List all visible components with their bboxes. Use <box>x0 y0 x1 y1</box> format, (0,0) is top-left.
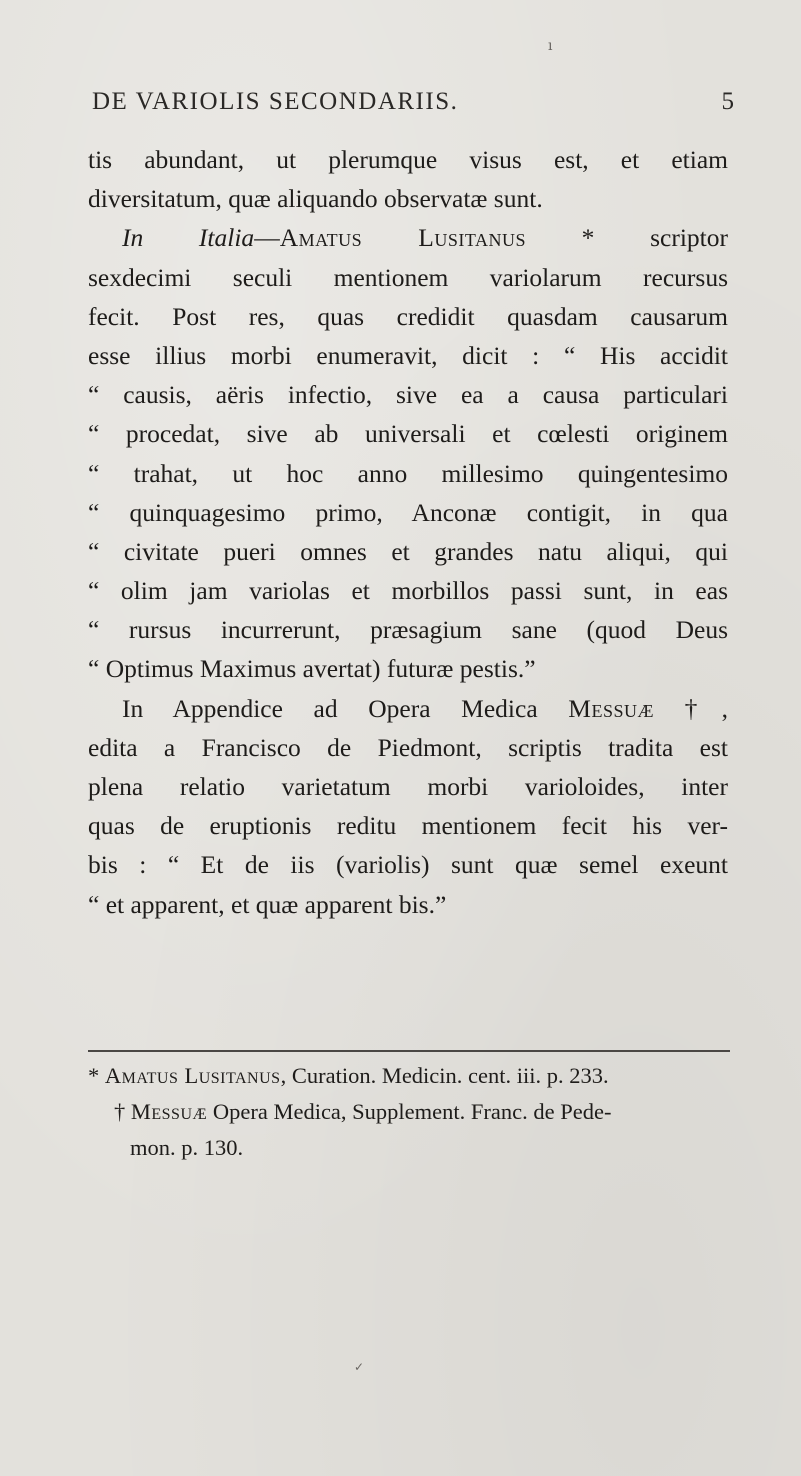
text-line <box>88 218 728 257</box>
text-run: , Curation. Medicin. cent. iii. p. 233. <box>280 1063 609 1088</box>
text-line: “ et apparent, et quæ apparent bis.” <box>88 889 447 919</box>
paper-speck: ı <box>548 38 553 54</box>
author-name: Amatus Lusitanus <box>104 1063 281 1088</box>
footnote-mark: † <box>114 1099 131 1124</box>
text-run: In Appendice ad Opera Medica <box>122 693 569 723</box>
paper-speck: ✓ <box>354 1360 365 1374</box>
text-line: “ trahat, ut hoc anno millesimo quingentesimo <box>88 458 728 488</box>
text-line: “ olim jam variolas et morbillos passi sunt, in eas <box>88 576 728 606</box>
text-line: “ quinquagesimo primo, Anconæ contigit, in qua <box>88 497 728 527</box>
body-text <box>88 140 728 924</box>
place-italic: In Italia <box>122 223 255 253</box>
footnote-mark: * <box>88 1063 105 1088</box>
running-head <box>78 88 734 128</box>
author-name: Messuæ <box>130 1099 208 1124</box>
text-line: esse illius morbi enumeravit, dicit : “ His accidit <box>88 340 728 370</box>
footnotes <box>88 1058 730 1166</box>
text-run: scriptor <box>650 223 728 253</box>
text-run: mon. p. 130. <box>130 1135 244 1160</box>
text-line: sexdecimi seculi mentionem variolarum recursus <box>88 262 728 292</box>
text-line <box>88 689 728 728</box>
text-line: “ civitate pueri omnes et grandes natu aliqui, qui <box>88 536 728 566</box>
author-name: Amatus Lusitanus <box>279 223 526 253</box>
footnote-2-cont <box>88 1130 730 1166</box>
footnote-2 <box>88 1094 730 1130</box>
text-line: diversitatum, quæ aliquando observatæ sunt. <box>88 184 543 214</box>
text-line: tis abundant, ut plerumque visus est, et etiam <box>88 145 728 174</box>
text-line: plena relatio varietatum morbi varioloides, inter <box>88 772 728 801</box>
text-line: “ rursus incurrerunt, præsagium sane (quod Deus <box>88 615 728 645</box>
text-line: “ Optimus Maximus avertat) futuræ pestis.” <box>88 654 536 684</box>
text-run: Opera Medica, Supplement. Franc. de Pede- <box>207 1099 612 1124</box>
text-line: quas de eruptionis reditu mentionem fecit his ver- <box>88 811 728 841</box>
text-line: bis : “ Et de iis (variolis) sunt quæ semel exeunt <box>88 850 728 880</box>
em-dash: — <box>254 223 280 253</box>
footnote-ref: * <box>525 223 651 253</box>
text-line: fecit. Post res, quas credidit quasdam causarum <box>88 301 728 331</box>
page-number: 5 <box>721 88 734 115</box>
footnote-ref: †, <box>653 693 728 723</box>
text-line: edita a Francisco de Piedmont, scriptis tradita est <box>88 732 728 762</box>
footnote-1 <box>88 1058 730 1094</box>
author-name: Messuæ <box>568 693 654 723</box>
footnote-rule <box>88 1050 730 1052</box>
text-line: “ procedat, sive ab universali et cœlesti originem <box>88 419 728 449</box>
running-title: DE VARIOLIS SECONDARIIS. <box>92 88 459 115</box>
text-line: “ causis, aëris infectio, sive ea a causa particulari <box>88 380 728 410</box>
